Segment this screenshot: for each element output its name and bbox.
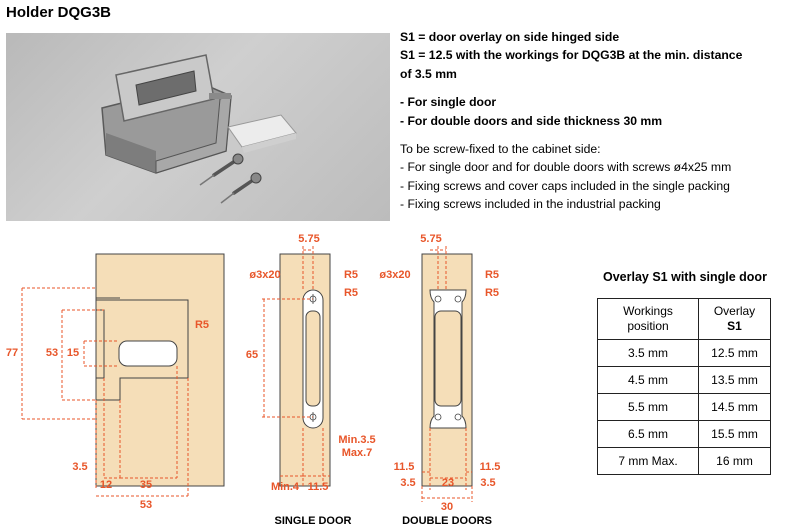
dim-min35: Min.3.5 — [338, 434, 376, 446]
cell-overlay: 15.5 mm — [699, 421, 771, 448]
desc-bold-list-item: - For double doors and side thickness 30 mm — [400, 113, 663, 128]
cell-overlay: 14.5 mm — [699, 394, 771, 421]
left-view-panel — [96, 254, 224, 486]
desc-list-item: - Fixing screws and cover caps included in the single packing — [400, 178, 730, 193]
table-row — [598, 367, 771, 394]
overlay-table — [597, 298, 771, 475]
caption-double-doors: DOUBLE DOORS — [402, 515, 492, 527]
table-header-row — [598, 299, 771, 340]
table-row — [598, 394, 771, 421]
header-workings-position — [598, 299, 699, 340]
cell-workings: 5.5 mm — [598, 394, 699, 421]
dim-35: 35 — [139, 479, 153, 491]
cell-overlay: 16 mm — [699, 448, 771, 475]
holder-photo-illustration — [6, 33, 390, 221]
dim-53: 53 — [45, 347, 59, 359]
desc-bold-list-item: - For single door — [400, 95, 497, 110]
dim-hole-double: ø3x20 — [379, 269, 411, 281]
dim-77: 77 — [5, 347, 19, 359]
header-workings-line2: position — [627, 319, 669, 333]
dim-hole-single: ø3x20 — [249, 269, 281, 281]
cell-workings: 3.5 mm — [598, 340, 699, 367]
cell-overlay: 12.5 mm — [699, 340, 771, 367]
cell-workings: 6.5 mm — [598, 421, 699, 448]
technical-drawing — [0, 228, 580, 532]
dim-min4: Min.4 — [270, 481, 300, 493]
dim-5-75-double: 5.75 — [420, 233, 442, 245]
dim-5-75-single: 5.75 — [298, 233, 320, 245]
dim-r5-left: R5 — [194, 319, 210, 331]
dim-12: 12 — [99, 479, 113, 491]
single-door-slot-inner — [306, 311, 320, 406]
dim-15: 15 — [66, 347, 80, 359]
dim-11-5-double-right: 11.5 — [479, 461, 501, 473]
page-title: Holder DQG3B — [6, 4, 112, 21]
desc-bold-line: S1 = 12.5 with the workings for DQG3B at the min. distance — [400, 48, 743, 63]
left-view-slot — [119, 341, 177, 366]
header-overlay-line2: S1 — [727, 319, 742, 333]
dim-11-5-double-left: 11.5 — [393, 461, 415, 473]
caption-single-door: SINGLE DOOR — [274, 515, 352, 527]
dim-23: 23 — [441, 477, 455, 489]
dim-r5b-double: R5 — [484, 287, 500, 299]
dim-53-bottom: 53 — [139, 499, 153, 511]
cell-workings: 7 mm Max. — [598, 448, 699, 475]
desc-bold-line: S1 = door overlay on side hinged side — [400, 30, 620, 44]
dim-3-5-double-right: 3.5 — [480, 477, 496, 489]
dim-3-5-left: 3.5 — [72, 461, 88, 473]
dim-r5a-double: R5 — [484, 269, 500, 281]
header-overlay-s1 — [699, 299, 771, 340]
desc-list-item: - For single door and for double doors with screws ø4x25 mm — [400, 160, 732, 175]
dim-r5b-single: R5 — [343, 287, 359, 299]
dim-3-5-double-left: 3.5 — [400, 477, 416, 489]
desc-intro: To be screw-fixed to the cabinet side: — [400, 142, 601, 157]
desc-list-item: - Fixing screws included in the industrial packing — [400, 197, 661, 212]
dim-11-5-single: 11.5 — [307, 481, 329, 493]
product-photo — [6, 33, 390, 221]
dim-30: 30 — [440, 501, 454, 513]
table-title: Overlay S1 with single door — [603, 270, 767, 284]
header-workings-line1: Workings — [623, 304, 673, 318]
description — [400, 28, 790, 214]
table-row — [598, 340, 771, 367]
dim-65: 65 — [245, 349, 259, 361]
table-row — [598, 448, 771, 475]
dim-r5a-single: R5 — [343, 269, 359, 281]
table-row — [598, 421, 771, 448]
cell-overlay: 13.5 mm — [699, 367, 771, 394]
header-overlay-line1: Overlay — [713, 304, 756, 318]
double-door-slot-inner — [435, 311, 461, 406]
dim-max7: Max.7 — [341, 447, 373, 459]
cell-workings: 4.5 mm — [598, 367, 699, 394]
desc-bold-line: of 3.5 mm — [400, 66, 457, 81]
